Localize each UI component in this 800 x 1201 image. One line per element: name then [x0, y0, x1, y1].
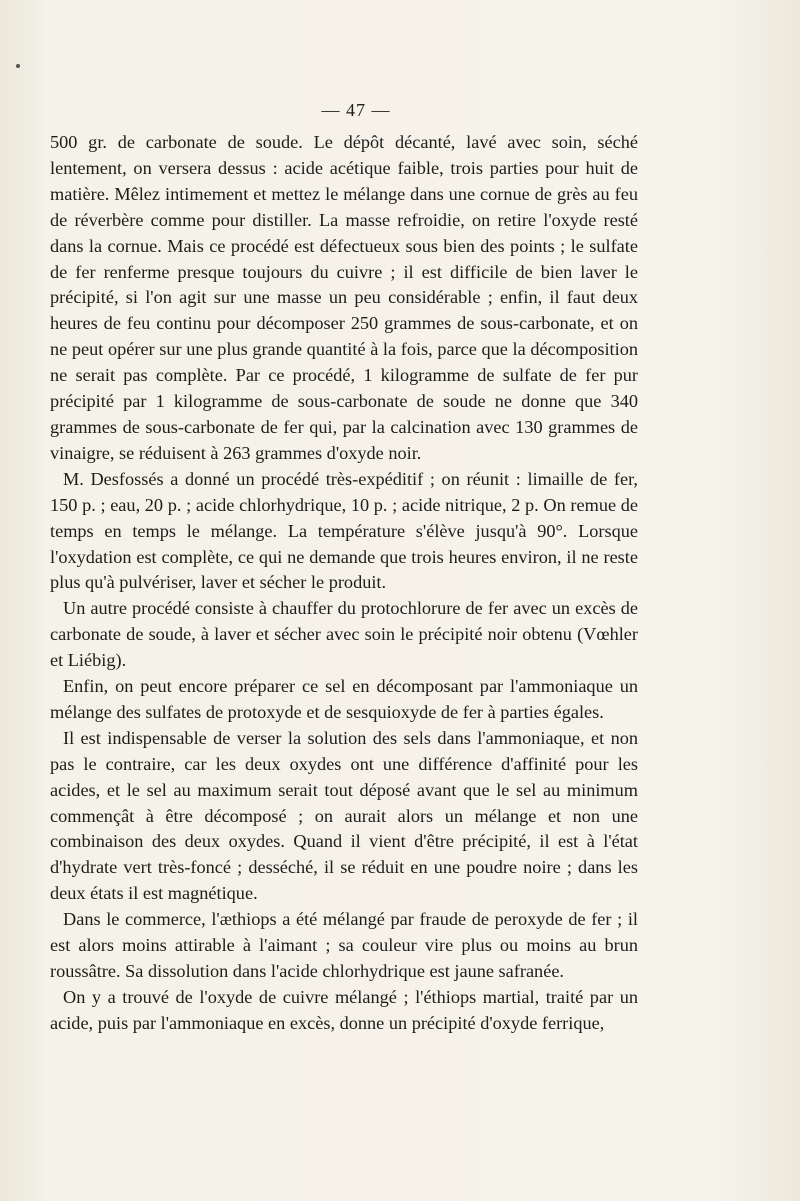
paragraph: 500 gr. de carbonate de soude. Le dépôt décanté, lavé avec soin, séché lentement, on versera dessus : acide acétique faible, trois parties pour huit de matière. Mêlez intimement et mettez le mélange dans une cornue de grès au feu de réverbère comme pour distiller. La masse refroidie, on retire l'oxyde resté dans la cornue. Mais ce procédé est défectueux sous bien des points ; le sulfate de fer renferme presque toujours du cuivre ; il est difficile de bien laver le précipité, si l'on agit sur une masse un peu considérable ; enfin, il faut deux heures de feu continu pour décomposer 250 grammes de sous-carbonate, et on ne peut opérer sur une plus grande quantité à la fois, parce que la décomposition ne serait pas complète. Par ce procédé, 1 kilogramme de sulfate de fer pur précipité par 1 kilogramme de sous-carbonate de soude ne donne que 340 grammes de sous-carbonate de fer qui, par la calcination avec 130 grammes de vinaigre, se réduisent à 263 grammes d'oxyde noir. — [50, 132, 638, 463]
ink-speck — [16, 64, 20, 68]
paragraph: On y a trouvé de l'oxyde de cuivre mélangé ; l'éthiops martial, traité par un acide, puis par l'ammoniaque en excès, donne un précipité d'oxyde ferrique, — [50, 986, 638, 1033]
body-text — [50, 130, 638, 1037]
paragraph: Il est indispensable de verser la solution des sels dans l'ammoniaque, et non pas le contraire, car les deux oxydes ont une différence d'affinité pour les acides, et le sel au maximum serait tout déposé avant que le sel au minimum commençât à être décomposé ; on aurait alors un mélange et non une combinaison des deux oxydes. Quand il vient d'être précipité, il est à l'état d'hydrate vert très-foncé ; desséché, il se réduit en une poudre noire ; dans les deux états il est magnétique. — [50, 727, 638, 904]
paragraph: Enfin, on peut encore préparer ce sel en décomposant par l'ammoniaque un mélange des sulfates de protoxyde et de sesquioxyde de fer à parties égales. — [50, 676, 638, 722]
paragraph: Un autre procédé consiste à chauffer du protochlorure de fer avec un excès de carbonate de soude, à laver et sécher avec soin le précipité noir obtenu (Vœhler et Liébig). — [50, 598, 638, 671]
paragraph: Dans le commerce, l'æthiops a été mélangé par fraude de peroxyde de fer ; il est alors moins attirable à l'aimant ; sa couleur vire plus ou moins au brun roussâtre. Sa dissolution dans l'acide chlorhydrique est jaune safranée. — [50, 909, 638, 981]
paragraph: M. Desfossés a donné un procédé très-expéditif ; on réunit : limaille de fer, 150 p. ; eau, 20 p. ; acide chlorhydrique, 10 p. ; acide nitrique, 2 p. On remue de temps en temps le mélange. La température s'élève jusqu'à 90°. Lorsque l'oxydation est complète, ce qui ne demande que trois heures environ, il ne reste plus qu'à pulvériser, laver et sécher le produit. — [50, 468, 638, 593]
page-number: — 47 — — [321, 100, 391, 120]
